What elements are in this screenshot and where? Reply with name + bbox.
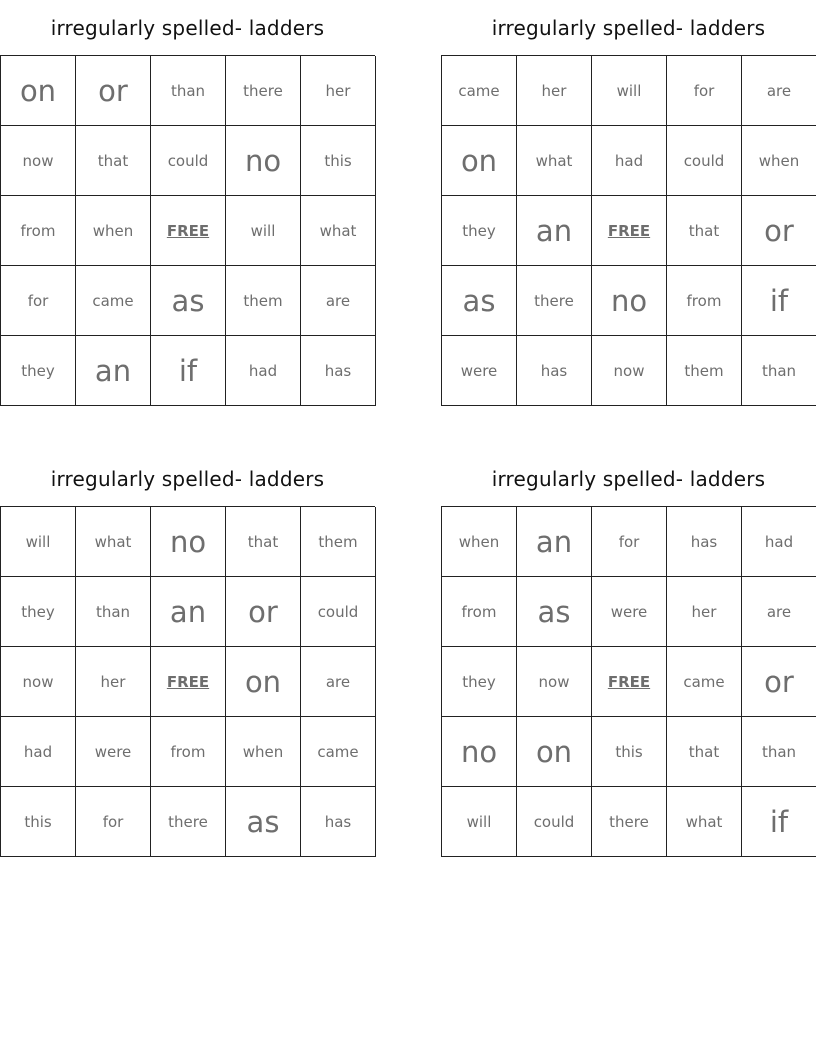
- word-cell: were: [442, 336, 517, 406]
- word-cell: her: [301, 56, 376, 126]
- word-cell: are: [301, 266, 376, 336]
- word-cell: now: [517, 647, 592, 717]
- word-cell: than: [151, 56, 226, 126]
- word-cell: from: [667, 266, 742, 336]
- word-cell: for: [592, 507, 667, 577]
- word-cell: when: [226, 717, 301, 787]
- word-cell: when: [442, 507, 517, 577]
- word-cell: that: [226, 507, 301, 577]
- word-cell: now: [1, 647, 76, 717]
- card-title: irregularly spelled- ladders: [491, 16, 766, 40]
- free-space-cell: FREE: [592, 196, 667, 266]
- word-cell: as: [226, 787, 301, 857]
- free-space-cell: FREE: [592, 647, 667, 717]
- word-cell: has: [667, 507, 742, 577]
- bingo-grid: [0, 506, 375, 857]
- word-cell: for: [76, 787, 151, 857]
- word-cell: her: [667, 577, 742, 647]
- word-cell: will: [592, 56, 667, 126]
- word-cell: could: [667, 126, 742, 196]
- word-cell: what: [517, 126, 592, 196]
- word-cell: an: [151, 577, 226, 647]
- word-cell: as: [151, 266, 226, 336]
- word-cell: there: [592, 787, 667, 857]
- bingo-grid: [441, 55, 816, 406]
- word-cell: what: [301, 196, 376, 266]
- bingo-grid: [441, 506, 816, 857]
- word-cell: will: [226, 196, 301, 266]
- word-cell: for: [667, 56, 742, 126]
- word-cell: that: [76, 126, 151, 196]
- word-cell: what: [76, 507, 151, 577]
- word-cell: this: [1, 787, 76, 857]
- word-cell: on: [226, 647, 301, 717]
- word-cell: could: [151, 126, 226, 196]
- bingo-card: [441, 0, 816, 406]
- word-cell: for: [1, 266, 76, 336]
- word-cell: they: [442, 196, 517, 266]
- card-title: irregularly spelled- ladders: [50, 467, 325, 491]
- word-cell: will: [1, 507, 76, 577]
- word-cell: them: [301, 507, 376, 577]
- word-cell: her: [76, 647, 151, 717]
- word-cell: there: [151, 787, 226, 857]
- word-cell: that: [667, 717, 742, 787]
- word-cell: that: [667, 196, 742, 266]
- word-cell: when: [76, 196, 151, 266]
- word-cell: were: [76, 717, 151, 787]
- word-cell: from: [442, 577, 517, 647]
- word-cell: than: [742, 336, 816, 406]
- word-cell: an: [517, 507, 592, 577]
- word-cell: will: [442, 787, 517, 857]
- word-cell: has: [301, 336, 376, 406]
- word-cell: an: [76, 336, 151, 406]
- word-cell: could: [517, 787, 592, 857]
- word-cell: could: [301, 577, 376, 647]
- card-title: irregularly spelled- ladders: [50, 16, 325, 40]
- bingo-card: [441, 451, 816, 857]
- word-cell: there: [226, 56, 301, 126]
- bingo-card: [0, 451, 375, 857]
- word-cell: on: [1, 56, 76, 126]
- word-cell: this: [301, 126, 376, 196]
- word-cell: than: [76, 577, 151, 647]
- word-cell: came: [442, 56, 517, 126]
- card-title: irregularly spelled- ladders: [491, 467, 766, 491]
- word-cell: had: [1, 717, 76, 787]
- word-cell: on: [517, 717, 592, 787]
- word-cell: came: [667, 647, 742, 717]
- word-cell: from: [151, 717, 226, 787]
- word-cell: had: [742, 507, 816, 577]
- word-cell: on: [442, 126, 517, 196]
- free-space-cell: FREE: [151, 196, 226, 266]
- word-cell: as: [517, 577, 592, 647]
- word-cell: them: [667, 336, 742, 406]
- free-space-cell: FREE: [151, 647, 226, 717]
- word-cell: they: [442, 647, 517, 717]
- word-cell: or: [226, 577, 301, 647]
- word-cell: if: [742, 787, 816, 857]
- word-cell: has: [517, 336, 592, 406]
- bingo-grid: [0, 55, 375, 406]
- word-cell: an: [517, 196, 592, 266]
- word-cell: no: [442, 717, 517, 787]
- word-cell: if: [151, 336, 226, 406]
- word-cell: her: [517, 56, 592, 126]
- word-cell: they: [1, 336, 76, 406]
- word-cell: now: [1, 126, 76, 196]
- word-cell: has: [301, 787, 376, 857]
- word-cell: are: [742, 56, 816, 126]
- word-cell: than: [742, 717, 816, 787]
- word-cell: had: [592, 126, 667, 196]
- word-cell: had: [226, 336, 301, 406]
- bingo-card: [0, 0, 375, 406]
- word-cell: or: [742, 196, 816, 266]
- word-cell: when: [742, 126, 816, 196]
- word-cell: came: [76, 266, 151, 336]
- word-cell: them: [226, 266, 301, 336]
- word-cell: this: [592, 717, 667, 787]
- word-cell: are: [301, 647, 376, 717]
- word-cell: came: [301, 717, 376, 787]
- word-cell: or: [742, 647, 816, 717]
- word-cell: there: [517, 266, 592, 336]
- word-cell: now: [592, 336, 667, 406]
- word-cell: from: [1, 196, 76, 266]
- word-cell: as: [442, 266, 517, 336]
- word-cell: or: [76, 56, 151, 126]
- word-cell: were: [592, 577, 667, 647]
- word-cell: no: [592, 266, 667, 336]
- word-cell: no: [151, 507, 226, 577]
- word-cell: are: [742, 577, 816, 647]
- word-cell: what: [667, 787, 742, 857]
- word-cell: they: [1, 577, 76, 647]
- word-cell: if: [742, 266, 816, 336]
- word-cell: no: [226, 126, 301, 196]
